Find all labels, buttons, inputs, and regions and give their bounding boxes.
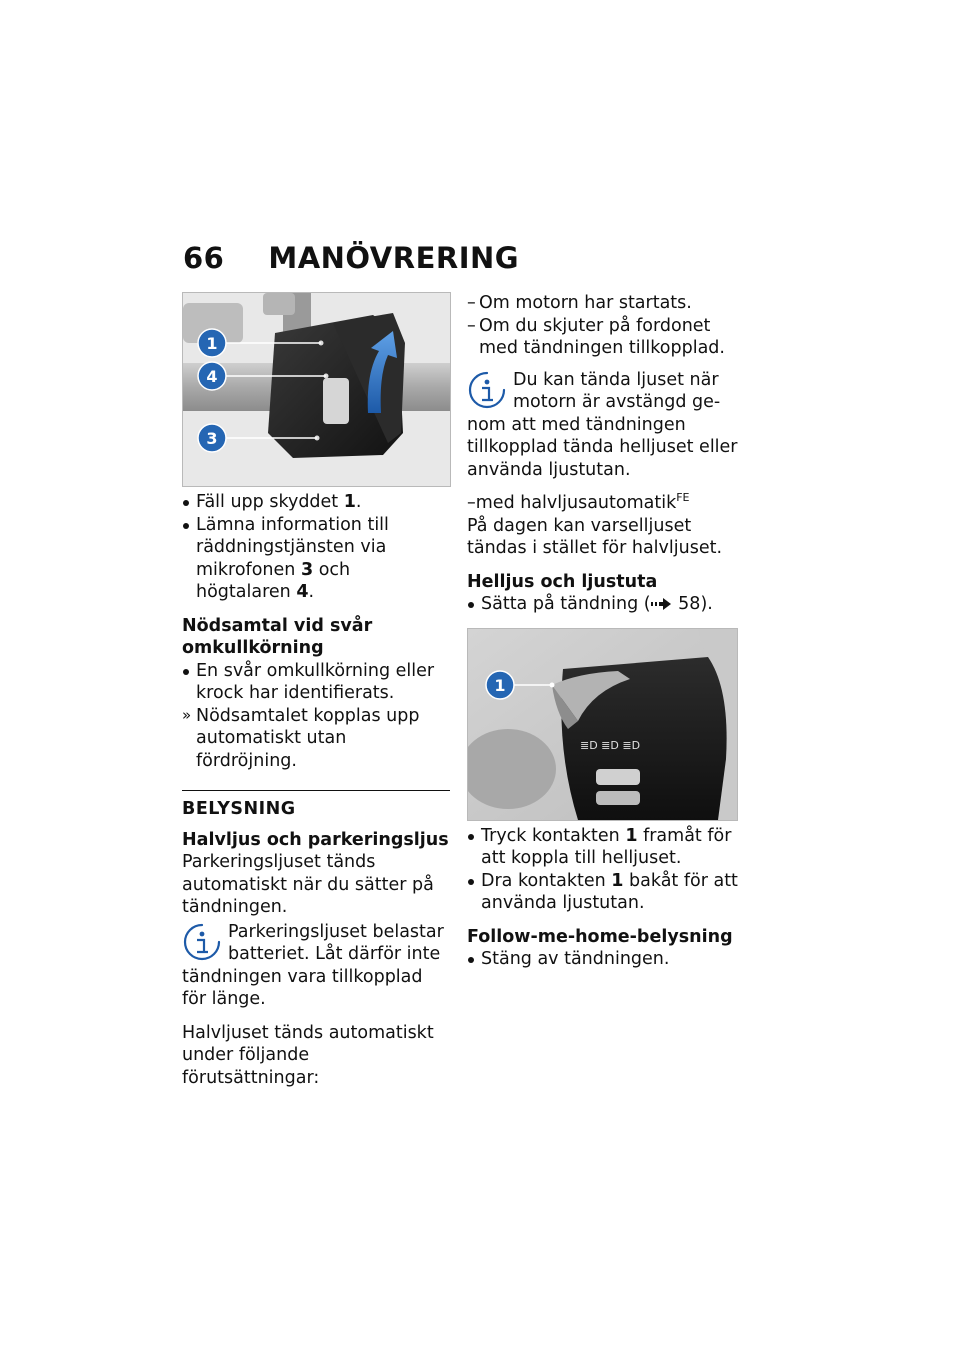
engine-off-note	[467, 369, 739, 482]
emergency-results	[182, 705, 450, 773]
auto-label: –med halvljusautomatik$^{FE}$	[467, 491, 690, 513]
callout-label: 3	[206, 429, 218, 448]
right-column	[467, 292, 739, 971]
list-item: Dra kontakten 1 bakåt för att använda ljustutan.	[481, 870, 738, 913]
note-line: tändningen vara tillkopplad för länge.	[182, 966, 423, 1009]
section-title: BELYSNING	[182, 790, 450, 821]
sos-switch-illustration	[182, 292, 451, 487]
note-line: nom att med tändningen tillkopplad tända helljuset eller använda ljustutan.	[467, 414, 738, 480]
parking-note	[182, 921, 450, 1011]
list-item: Sätta på tändning ( 58).	[481, 594, 713, 614]
page-header	[183, 238, 743, 278]
page-number: 66	[183, 241, 225, 275]
callout-3	[198, 424, 226, 452]
list-item: Stäng av tändningen.	[481, 949, 670, 969]
list-item: Tryck kontakten 1 framåt för att koppla till helljuset.	[481, 825, 732, 868]
page-ref[interactable]: 58	[678, 594, 701, 614]
result-arrow-icon: »	[182, 705, 192, 724]
low-beam-conditions	[467, 292, 739, 360]
note-line: Du kan tända ljuset när	[513, 369, 719, 390]
callout-1	[486, 671, 514, 699]
page-title: MANÖVRERING	[268, 241, 520, 275]
dash-marker: –	[467, 293, 476, 313]
list-item: – Om motorn har startats.	[467, 293, 692, 313]
callout-label: 4	[206, 367, 218, 386]
headlight-switch-illustration	[467, 628, 738, 821]
note-line: Parkeringsljuset belastar	[228, 921, 444, 942]
sos-steps	[182, 491, 450, 604]
list-item: Lämna information till räddningstjänsten via mikrofonen 3 och högtalaren 4.	[196, 514, 389, 602]
list-item: Fäll upp skyddet 1.	[196, 492, 362, 512]
low-beam-text: Halvljuset tänds automatiskt under följande förutsättningar:	[182, 1022, 434, 1088]
info-icon	[182, 922, 222, 962]
left-column	[182, 292, 450, 1089]
svg-text:≣D ≣D ≣D: ≣D ≣D ≣D	[580, 738, 641, 752]
ignition-steps	[467, 593, 739, 616]
high-beam-heading: Helljus och ljustuta	[467, 571, 658, 592]
emergency-conditions	[182, 660, 450, 705]
callout-label: 1	[206, 334, 218, 353]
auto-text: På dagen kan varselljuset tändas i stället för halvljuset.	[467, 515, 723, 558]
list-item: – Om du skjuter på fordonet med tändningen tillkopplad.	[467, 315, 725, 358]
list-item: En svår omkullkörning eller krock har identifierats.	[196, 660, 435, 703]
parking-text: Parkeringsljuset tänds automatiskt när du sätter på tändningen.	[182, 852, 434, 917]
page-ref-arrow-icon	[651, 598, 673, 610]
emergency-heading: Nödsamtal vid svår omkullkörning	[182, 615, 373, 658]
follow-me-home-heading: Follow-me-home-belysning	[467, 926, 733, 947]
info-icon	[467, 370, 507, 410]
dash-marker: –	[467, 315, 476, 336]
high-beam-steps	[467, 825, 739, 915]
follow-me-home-steps	[467, 948, 739, 971]
list-item: » Nödsamtalet kopplas upp automatiskt utan fördröjning.	[182, 705, 420, 771]
callout-label: 1	[494, 675, 506, 695]
low-beam-heading: Halvljus och parkeringsljus	[182, 829, 449, 850]
note-line: batteriet. Låt därför inte	[228, 944, 441, 964]
callout-1	[198, 329, 226, 357]
callout-4	[198, 362, 226, 390]
note-line: motorn är avstängd ge-	[513, 392, 721, 412]
